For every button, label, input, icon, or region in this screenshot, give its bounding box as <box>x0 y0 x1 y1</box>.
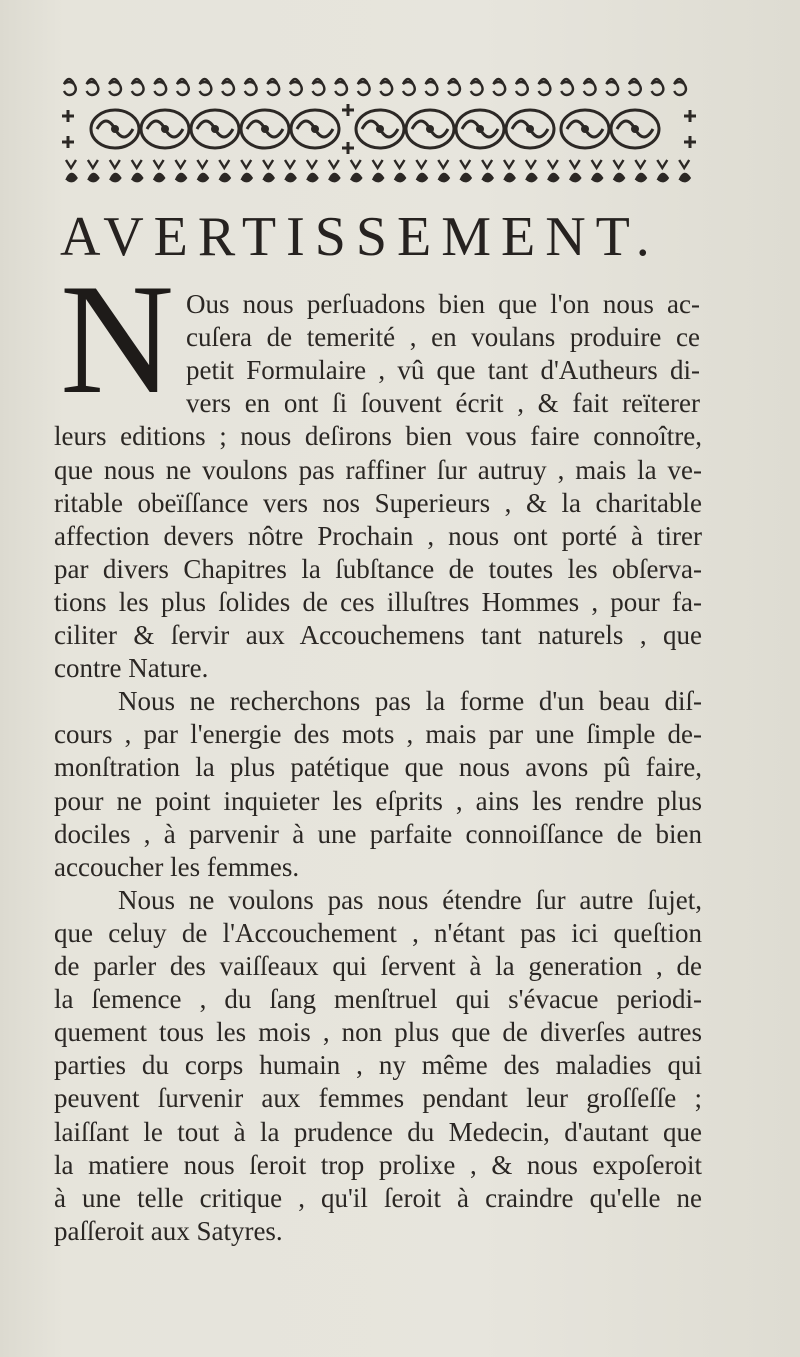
text-line: la matiere nous ſeroit trop prolixe , & nous expoſeroit <box>54 1149 702 1180</box>
text-line: ritable obeïſſance vers nos Superieurs , & la charitable <box>54 487 702 518</box>
text-line: quement tous les mois , non plus que de diverſes autres <box>54 1017 702 1048</box>
text-line: par divers Chapitres la ſubſtance de toutes les obſerva- <box>54 553 702 584</box>
text-line: cuſera de temerité , en voulans produire ce <box>186 322 700 353</box>
text-line: contre Nature. <box>54 653 209 684</box>
text-line: dociles , à parvenir à une parfaite connoiſſance de bien <box>54 818 702 849</box>
text-line: Ous nous perſuadons bien que l'on nous ac- <box>186 289 700 319</box>
text-line: que nous ne voulons pas raffiner ſur autruy , mais la ve- <box>54 454 702 485</box>
text-line: à une telle critique , qu'il ſeroit à craindre qu'elle ne <box>54 1182 702 1213</box>
text-line: peuvent ſurvenir aux femmes pendant leur groſſeſſe ; <box>54 1083 702 1114</box>
text-line: que celuy de l'Accouchement , n'étant pas ici queſtion <box>54 917 702 948</box>
text-line: cours , par l'energie des mots , mais par une ſimple de- <box>54 719 702 750</box>
text-line: accoucher les femmes. <box>54 851 300 882</box>
text-line: de parler des vaiſſeaux qui ſervent à la generation , de <box>54 951 702 981</box>
text-line: paſſeroit aux Satyres. <box>54 1215 283 1246</box>
text-line: monſtration la plus patétique que nous avons pû faire, <box>54 752 702 783</box>
text-line: parties du corps humain , ny même des maladies qui <box>54 1050 702 1081</box>
text-line: vers en ont ſi ſouvent écrit , & fait reïterer <box>186 388 700 419</box>
text-line: pour ne point inquieter les eſprits , ains les rendre plus <box>54 785 702 816</box>
text-line: laiſſant le tout à la prudence du Medecin, d'autant que <box>54 1116 702 1147</box>
text-line: affection devers nôtre Prochain , nous ont porté à tirer <box>54 520 702 551</box>
text-line: Nous ne voulons pas nous étendre ſur autre ſujet, <box>118 884 702 915</box>
text-line: leurs editions ; nous deſirons bien vous faire connoître, <box>54 421 702 452</box>
text-line: tions les plus ſolides de ces illuſtres Hommes , pour fa- <box>54 586 702 617</box>
text-line: Nous ne recherchons pas la forme d'un beau diſ- <box>118 686 702 717</box>
decorative-headpiece <box>60 68 700 190</box>
text-line: ciliter & ſervir aux Accouchemens tant naturels , que <box>54 620 702 650</box>
page-title: AVERTISSEMENT. <box>60 206 660 268</box>
text-line: la ſemence , du ſang menſtruel qui s'évacue periodi- <box>54 984 702 1015</box>
drop-cap-letter: N <box>60 252 175 427</box>
text-line: petit Formulaire , vû que tant d'Autheurs di- <box>186 355 700 386</box>
